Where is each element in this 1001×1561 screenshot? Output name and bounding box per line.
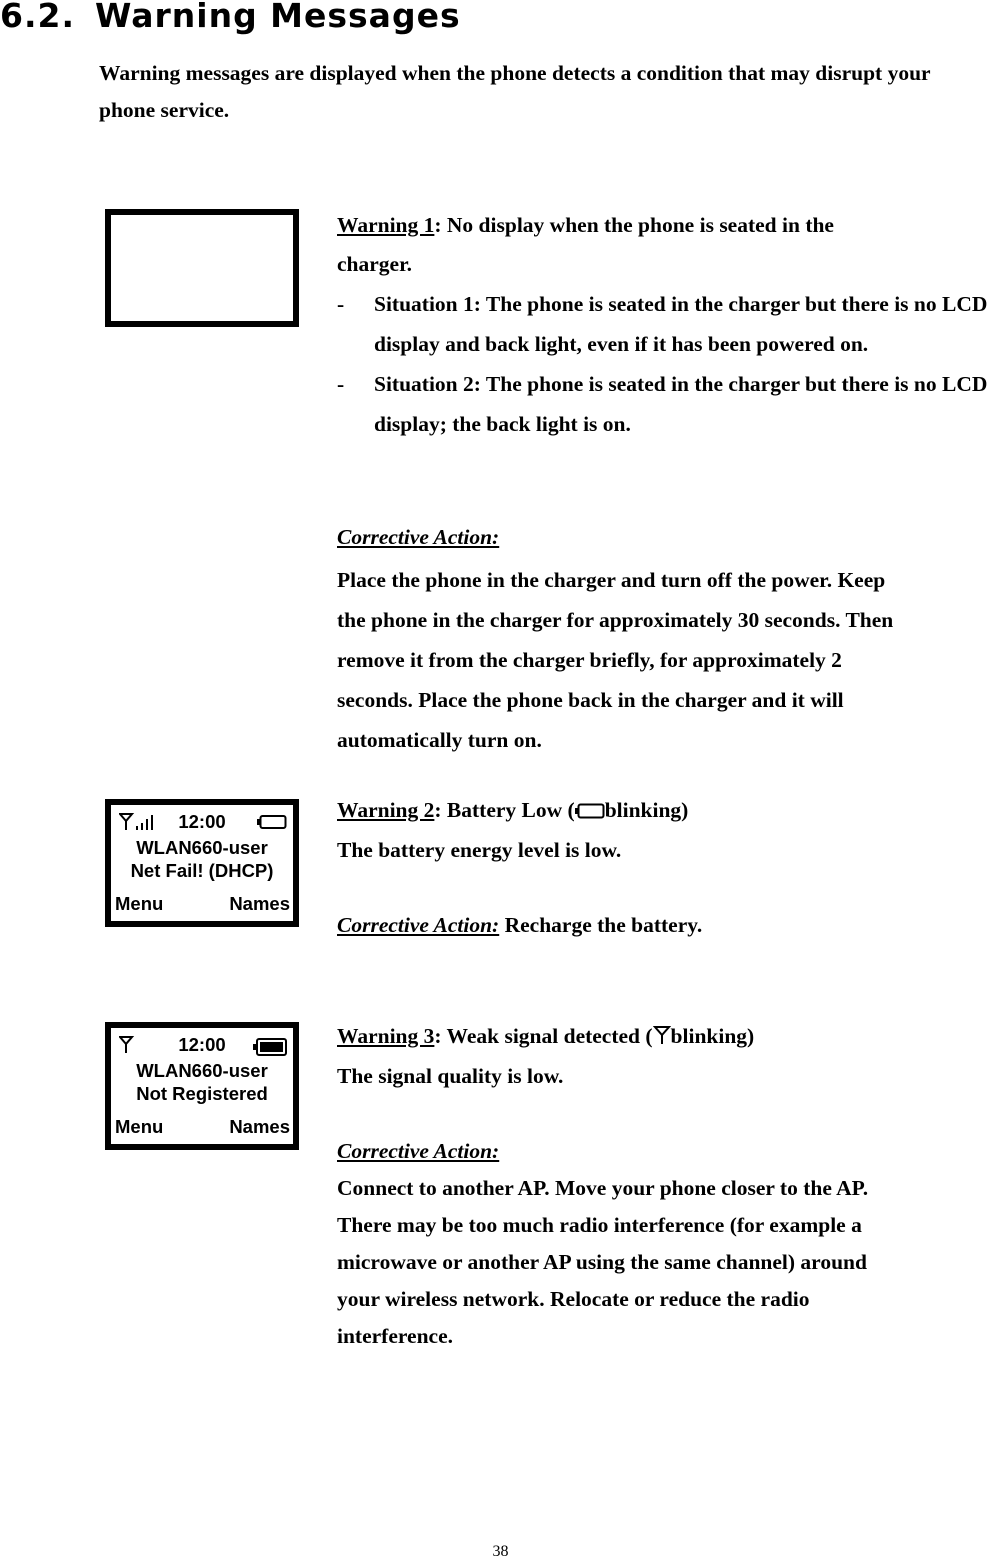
battery-empty-icon	[257, 815, 287, 834]
softkey-menu: Menu	[115, 1116, 164, 1137]
lcd-screen-battery-low	[105, 799, 299, 927]
situation-2-text: Situation 2: The phone is seated in the charger but there is no LCD display; the back light is on.	[374, 372, 988, 436]
intro-paragraph: Warning messages are displayed when the phone detects a condition that may disrupt your phone service.	[99, 61, 931, 122]
warning-3-block	[337, 1017, 1001, 1355]
warning-3-label: Warning 3	[337, 1024, 435, 1048]
softkey-names: Names	[229, 1116, 290, 1137]
warning-1-label: Warning 1	[337, 213, 435, 237]
warning-1-title-cont: charger.	[337, 252, 413, 276]
action-line: There may be too much radio interference (for example a	[337, 1213, 862, 1237]
section-title: Warning Messages	[95, 0, 461, 35]
situation-1-text: Situation 1: The phone is seated in the charger but there is no LCD display and back light, even if it has been powered on.	[374, 292, 988, 356]
page-number: 38	[492, 1543, 509, 1560]
corrective-action-text: Recharge the battery.	[499, 913, 703, 937]
softkey-menu: Menu	[115, 893, 164, 914]
warning-2-label: Warning 2	[337, 798, 435, 822]
warning-2-title	[337, 791, 1001, 831]
warning-1-corrective	[337, 517, 1001, 760]
bullet-dash: -	[337, 372, 345, 396]
lcd-status-bar	[111, 1034, 293, 1056]
warning-3-title-text: : Weak signal detected (	[434, 1024, 653, 1048]
lcd-status-message: Not Registered	[136, 1083, 268, 1104]
action-line: microwave or another AP using the same channel) around	[337, 1250, 867, 1274]
warning-1-title	[337, 206, 1001, 245]
action-line: Place the phone in the charger and turn off the power. Keep	[337, 568, 886, 592]
lcd-user-name: WLAN660-user	[136, 837, 268, 858]
warning-3-title	[337, 1017, 1001, 1057]
warning-2-corrective	[337, 906, 1001, 944]
section-heading	[0, 0, 461, 38]
lcd-status-bar	[111, 811, 293, 833]
softkey-names: Names	[229, 893, 290, 914]
action-line: the phone in the charger for approximately 30 seconds. Then	[337, 608, 894, 632]
lcd-clock: 12:00	[178, 811, 226, 832]
lcd-status-message: Net Fail! (DHCP)	[130, 860, 274, 881]
warning-1-title-text: : No display when the phone is seated in the	[434, 213, 834, 237]
corrective-action-label: Corrective Action:	[337, 1139, 500, 1163]
warning-2-title-suffix: blinking)	[604, 798, 689, 822]
warning-3-title-suffix: blinking)	[670, 1024, 755, 1048]
warning-1-situation-1	[337, 284, 1001, 364]
warning-2-title-text: : Battery Low (	[434, 798, 575, 822]
lcd-clock: 12:00	[178, 1034, 226, 1055]
warning-2-block	[337, 791, 1001, 944]
battery-full-icon	[253, 1038, 287, 1061]
lcd-screen-weak-signal	[105, 1022, 299, 1150]
corrective-action-label: Corrective Action:	[337, 913, 500, 937]
warning-3-description: The signal quality is low.	[337, 1064, 564, 1088]
warning-1-block	[337, 206, 1001, 444]
lcd-user-name: WLAN660-user	[136, 1060, 268, 1081]
warning-2-description: The battery energy level is low.	[337, 838, 622, 862]
bullet-dash: -	[337, 292, 345, 316]
action-line: interference.	[337, 1324, 453, 1348]
blank-lcd-screen	[105, 209, 299, 327]
action-line: your wireless network. Relocate or reduce the radio	[337, 1287, 810, 1311]
action-line: automatically turn on.	[337, 728, 542, 752]
warning-1-situation-2	[337, 364, 1001, 444]
antenna-icon	[653, 1019, 671, 1057]
corrective-action-label: Corrective Action:	[337, 525, 500, 549]
section-number: 6.2.	[0, 0, 75, 35]
action-line: seconds. Place the phone back in the charger and it will	[337, 688, 844, 712]
battery-empty-icon	[575, 793, 605, 831]
action-line: Connect to another AP. Move your phone closer to the AP.	[337, 1176, 869, 1200]
action-line: remove it from the charger briefly, for approximately 2	[337, 648, 842, 672]
